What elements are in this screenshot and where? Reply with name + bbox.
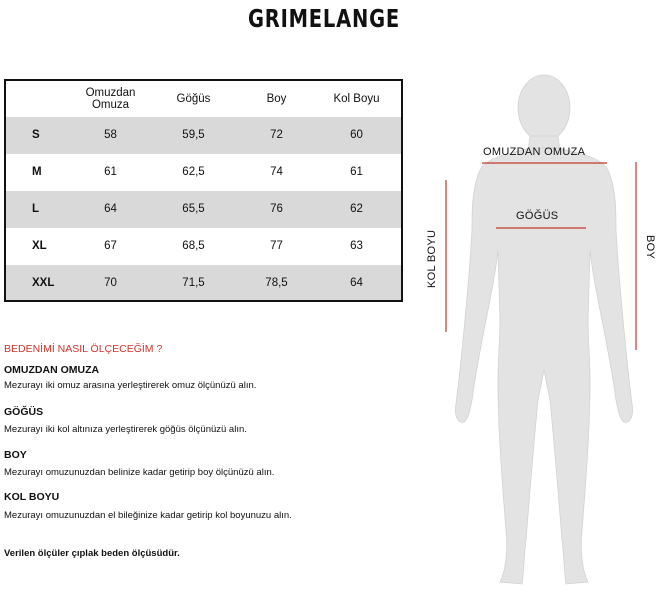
length-label: BOY <box>644 235 656 260</box>
chest-label: GÖĞÜS <box>516 210 559 222</box>
kol-boyu-cell: 64 <box>350 277 363 290</box>
guide-note: Verilen ölçüler çıplak beden ölçüsüdür. <box>4 548 180 559</box>
size-cell: XXL <box>32 277 55 290</box>
omuzdan-omuza-cell: 61 <box>104 166 117 179</box>
header-boy: Boy <box>266 92 287 105</box>
sleeve-label: KOL BOYU <box>426 229 438 288</box>
boy-cell: 78,5 <box>265 277 288 290</box>
guide-title-boy: BOY <box>4 449 27 461</box>
header-gogus: Göğüs <box>176 92 211 105</box>
header-kol-boyu: Kol Boyu <box>333 92 380 105</box>
gogus-cell: 65,5 <box>182 203 205 216</box>
table-row <box>6 228 401 265</box>
header-omuzdan-omuza: Omuzdan Omuza <box>85 86 136 111</box>
guide-title-omuzdan-omuza: OMUZDAN OMUZA <box>4 364 100 376</box>
gogus-cell: 71,5 <box>182 277 205 290</box>
guide-text-boy: Mezurayı omuzunuzdan belinize kadar getirip boy ölçünüzü alın. <box>4 467 275 478</box>
omuzdan-omuza-cell: 58 <box>104 129 117 142</box>
omuzdan-omuza-cell: 67 <box>104 240 117 253</box>
table-row <box>6 154 401 191</box>
gogus-cell: 68,5 <box>182 240 205 253</box>
guide-text-gogus: Mezurayı iki kol altınıza yerleştirerek göğüs ölçünüzü alın. <box>4 424 247 435</box>
table-row <box>6 265 401 302</box>
guide-title-gogus: GÖĞÜS <box>4 406 44 418</box>
gogus-cell: 62,5 <box>182 166 205 179</box>
guide-question: BEDENİMİ NASIL ÖLÇECEĞİM ? <box>4 343 163 355</box>
kol-boyu-cell: 60 <box>350 129 363 142</box>
size-cell: M <box>32 166 42 179</box>
boy-cell: 76 <box>270 203 283 216</box>
body-figure <box>410 70 656 596</box>
size-table <box>4 79 403 302</box>
gogus-cell: 59,5 <box>182 129 205 142</box>
boy-cell: 74 <box>270 166 283 179</box>
guide-title-kol-boyu: KOL BOYU <box>4 491 60 503</box>
table-row <box>6 191 401 228</box>
size-cell: S <box>32 129 40 142</box>
shoulder-label: OMUZDAN OMUZA <box>483 146 586 158</box>
kol-boyu-cell: 61 <box>350 166 363 179</box>
omuzdan-omuza-cell: 70 <box>104 277 117 290</box>
omuzdan-omuza-cell: 64 <box>104 203 117 216</box>
guide-text-kol-boyu: Mezurayı omuzunuzdan el bileğinize kadar getirip kol boyunuzu alın. <box>4 510 292 521</box>
size-cell: L <box>32 203 40 216</box>
table-header-row <box>6 81 401 117</box>
boy-cell: 77 <box>270 240 283 253</box>
boy-cell: 72 <box>270 129 283 142</box>
guide-text-omuzdan-omuza: Mezurayı iki omuz arasına yerleştirerek omuz ölçünüzü alın. <box>4 380 257 391</box>
size-cell: XL <box>32 240 47 253</box>
kol-boyu-cell: 62 <box>350 203 363 216</box>
table-row <box>6 117 401 154</box>
brand-title: GRIMELANGE <box>248 4 400 33</box>
kol-boyu-cell: 63 <box>350 240 363 253</box>
